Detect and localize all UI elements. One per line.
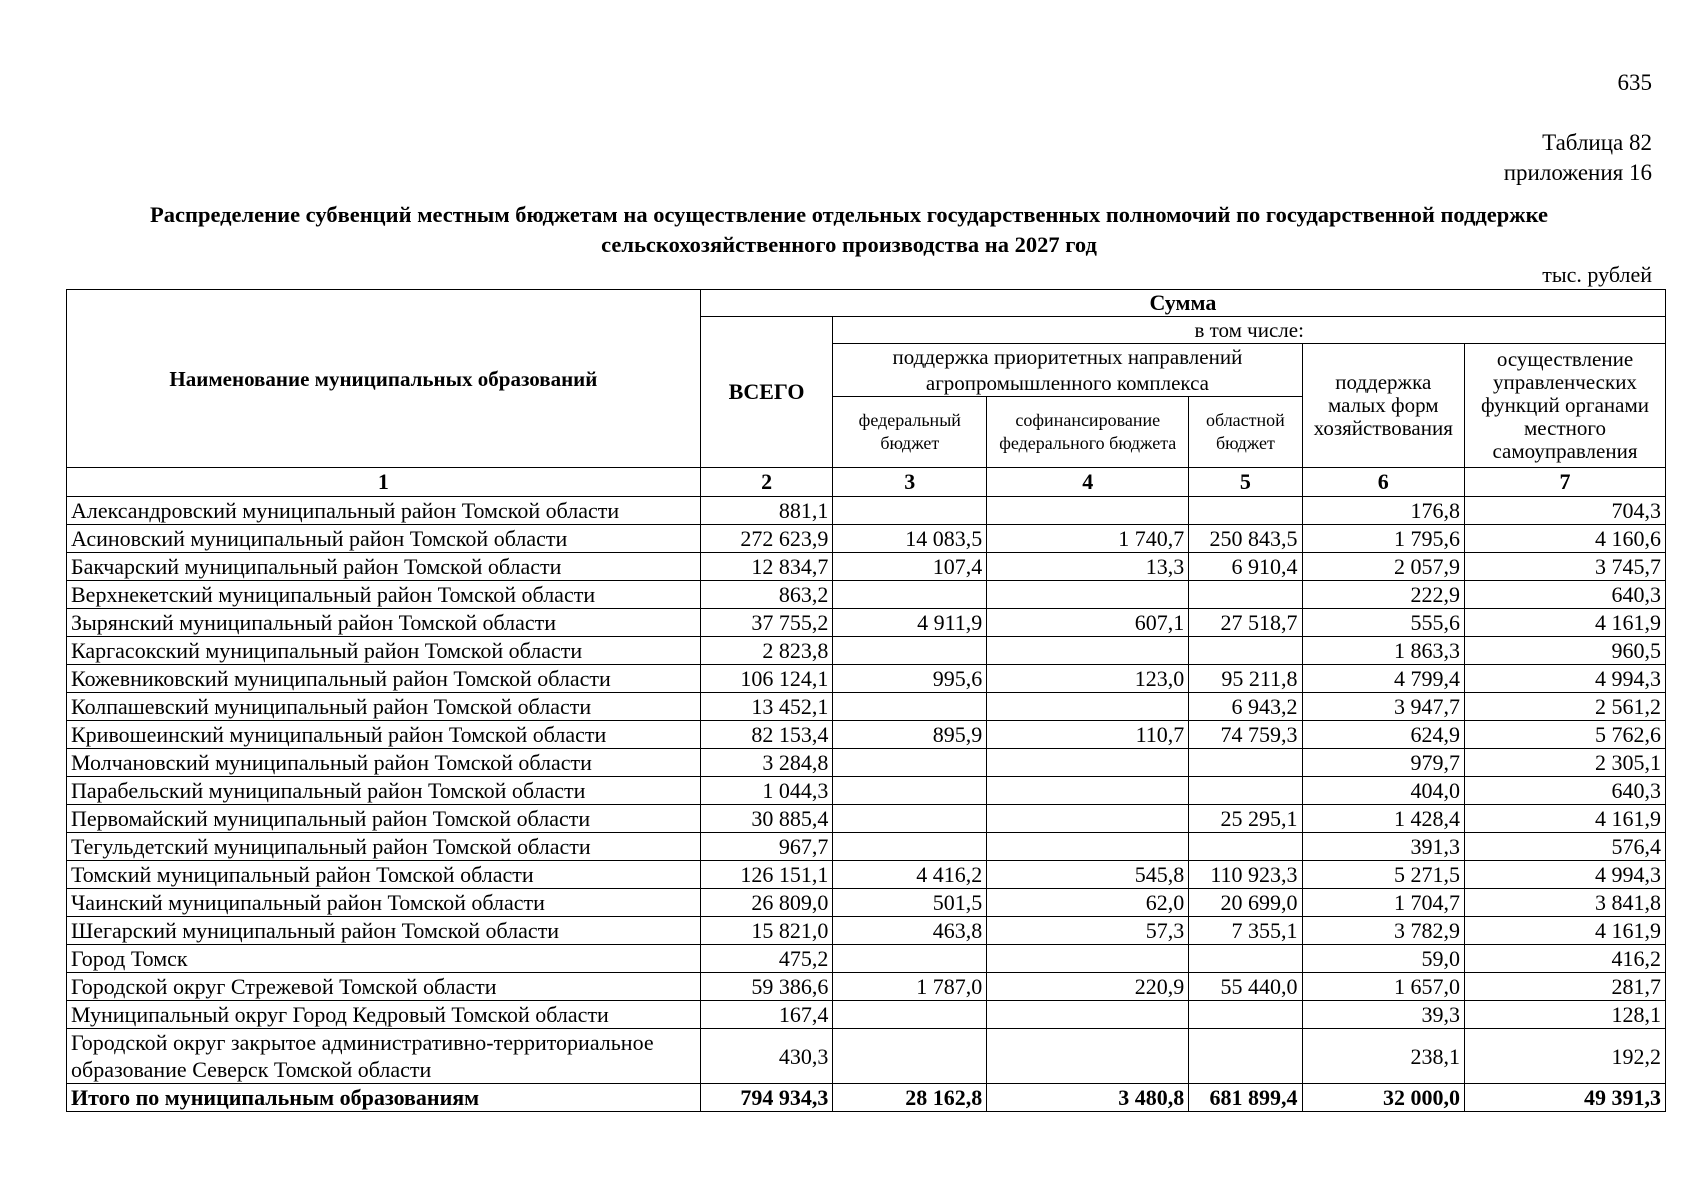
regional-cell bbox=[1189, 497, 1302, 525]
management-cell: 4 161,9 bbox=[1464, 805, 1665, 833]
table-row bbox=[67, 805, 1666, 833]
federal-cell: 4 416,2 bbox=[833, 861, 987, 889]
regional-cell: 110 923,3 bbox=[1189, 861, 1302, 889]
header-sum: Сумма bbox=[700, 290, 1665, 317]
total-cell: 13 452,1 bbox=[700, 693, 833, 721]
header-federal: федеральный бюджет bbox=[833, 397, 987, 468]
municipality-name: Каргасокский муниципальный район Томской области bbox=[67, 637, 701, 665]
regional-cell bbox=[1189, 833, 1302, 861]
header-regional: областной бюджет bbox=[1189, 397, 1302, 468]
cofinancing-cell: 62,0 bbox=[987, 889, 1189, 917]
municipality-name: Колпашевский муниципальный район Томской области bbox=[67, 693, 701, 721]
federal-cell bbox=[833, 833, 987, 861]
small-forms-cell: 1 704,7 bbox=[1302, 889, 1464, 917]
federal-cell: 995,6 bbox=[833, 665, 987, 693]
federal-cell: 1 787,0 bbox=[833, 973, 987, 1001]
cofinancing-cell: 13,3 bbox=[987, 553, 1189, 581]
municipality-name: Кривошеинский муниципальный район Томской области bbox=[67, 721, 701, 749]
federal-cell bbox=[833, 805, 987, 833]
total-cell: 15 821,0 bbox=[700, 917, 833, 945]
small-forms-cell: 555,6 bbox=[1302, 609, 1464, 637]
regional-cell: 27 518,7 bbox=[1189, 609, 1302, 637]
management-cell: 3 841,8 bbox=[1464, 889, 1665, 917]
regional-cell: 7 355,1 bbox=[1189, 917, 1302, 945]
federal-cell: 14 083,5 bbox=[833, 525, 987, 553]
total-cell: 1 044,3 bbox=[700, 777, 833, 805]
total-cell: 106 124,1 bbox=[700, 665, 833, 693]
municipality-name: Кожевниковский муниципальный район Томской области bbox=[67, 665, 701, 693]
column-numbers-row bbox=[67, 468, 1666, 497]
page-number: 635 bbox=[1617, 70, 1652, 95]
regional-cell bbox=[1189, 1001, 1302, 1029]
municipality-name: Город Томск bbox=[67, 945, 701, 973]
municipality-name: Зырянский муниципальный район Томской области bbox=[67, 609, 701, 637]
management-cell: 2 561,2 bbox=[1464, 693, 1665, 721]
cofinancing-cell: 1 740,7 bbox=[987, 525, 1189, 553]
regional-cell: 6 943,2 bbox=[1189, 693, 1302, 721]
management-cell: 960,5 bbox=[1464, 637, 1665, 665]
total-cell: 12 834,7 bbox=[700, 553, 833, 581]
table-row bbox=[67, 581, 1666, 609]
header-priority: поддержка приоритетных направлений агропромышленного комплекса bbox=[833, 344, 1302, 397]
small-forms-cell: 3 782,9 bbox=[1302, 917, 1464, 945]
cofinancing-cell: 545,8 bbox=[987, 861, 1189, 889]
table-row bbox=[67, 525, 1666, 553]
total-value: 28 162,8 bbox=[833, 1084, 987, 1112]
table-row bbox=[67, 609, 1666, 637]
regional-cell: 55 440,0 bbox=[1189, 973, 1302, 1001]
regional-cell bbox=[1189, 1029, 1302, 1084]
cofinancing-cell bbox=[987, 581, 1189, 609]
management-cell: 128,1 bbox=[1464, 1001, 1665, 1029]
total-cell: 37 755,2 bbox=[700, 609, 833, 637]
cofinancing-cell: 607,1 bbox=[987, 609, 1189, 637]
total-cell: 2 823,8 bbox=[700, 637, 833, 665]
small-forms-cell: 39,3 bbox=[1302, 1001, 1464, 1029]
small-forms-cell: 1 863,3 bbox=[1302, 637, 1464, 665]
municipality-name: Молчановский муниципальный район Томской области bbox=[67, 749, 701, 777]
municipality-name: Асиновский муниципальный район Томской области bbox=[67, 525, 701, 553]
management-cell: 281,7 bbox=[1464, 973, 1665, 1001]
small-forms-cell: 391,3 bbox=[1302, 833, 1464, 861]
regional-cell bbox=[1189, 581, 1302, 609]
column-number: 7 bbox=[1464, 468, 1665, 497]
total-cell: 967,7 bbox=[700, 833, 833, 861]
small-forms-cell: 1 657,0 bbox=[1302, 973, 1464, 1001]
table-row bbox=[67, 721, 1666, 749]
municipality-name: Муниципальный округ Город Кедровый Томской области bbox=[67, 1001, 701, 1029]
municipality-name: Александровский муниципальный район Томской области bbox=[67, 497, 701, 525]
header-name: Наименование муниципальных образований bbox=[67, 290, 701, 468]
management-cell: 4 161,9 bbox=[1464, 609, 1665, 637]
total-row bbox=[67, 1084, 1666, 1112]
small-forms-cell: 222,9 bbox=[1302, 581, 1464, 609]
federal-cell bbox=[833, 637, 987, 665]
regional-cell: 6 910,4 bbox=[1189, 553, 1302, 581]
small-forms-cell: 59,0 bbox=[1302, 945, 1464, 973]
management-cell: 192,2 bbox=[1464, 1029, 1665, 1084]
column-number: 2 bbox=[700, 468, 833, 497]
small-forms-cell: 1 428,4 bbox=[1302, 805, 1464, 833]
regional-cell: 20 699,0 bbox=[1189, 889, 1302, 917]
small-forms-cell: 238,1 bbox=[1302, 1029, 1464, 1084]
subsidies-table bbox=[66, 289, 1666, 1112]
table-row bbox=[67, 553, 1666, 581]
table-header bbox=[67, 290, 1666, 497]
cofinancing-cell bbox=[987, 1001, 1189, 1029]
federal-cell bbox=[833, 693, 987, 721]
regional-cell: 74 759,3 bbox=[1189, 721, 1302, 749]
management-cell: 704,3 bbox=[1464, 497, 1665, 525]
municipality-name: Шегарский муниципальный район Томской области bbox=[67, 917, 701, 945]
document-title: Распределение субвенций местным бюджетам на осуществление отдельных государственных полномочий по государственной поддержке сельскохозяйственного производства на 2027 год bbox=[150, 202, 1548, 257]
federal-cell: 107,4 bbox=[833, 553, 987, 581]
small-forms-cell: 624,9 bbox=[1302, 721, 1464, 749]
total-cell: 26 809,0 bbox=[700, 889, 833, 917]
federal-cell: 4 911,9 bbox=[833, 609, 987, 637]
federal-cell: 895,9 bbox=[833, 721, 987, 749]
column-number: 5 bbox=[1189, 468, 1302, 497]
total-value: 49 391,3 bbox=[1464, 1084, 1665, 1112]
cofinancing-cell bbox=[987, 749, 1189, 777]
management-cell: 2 305,1 bbox=[1464, 749, 1665, 777]
column-number: 4 bbox=[987, 468, 1189, 497]
federal-cell: 501,5 bbox=[833, 889, 987, 917]
table-row bbox=[67, 1001, 1666, 1029]
cofinancing-cell: 220,9 bbox=[987, 973, 1189, 1001]
federal-cell bbox=[833, 749, 987, 777]
column-number: 6 bbox=[1302, 468, 1464, 497]
total-cell: 863,2 bbox=[700, 581, 833, 609]
cofinancing-cell bbox=[987, 497, 1189, 525]
management-cell: 4 994,3 bbox=[1464, 665, 1665, 693]
total-cell: 475,2 bbox=[700, 945, 833, 973]
table-row bbox=[67, 973, 1666, 1001]
small-forms-cell: 2 057,9 bbox=[1302, 553, 1464, 581]
management-cell: 4 994,3 bbox=[1464, 861, 1665, 889]
total-value: 681 899,4 bbox=[1189, 1084, 1302, 1112]
small-forms-cell: 979,7 bbox=[1302, 749, 1464, 777]
total-cell: 30 885,4 bbox=[700, 805, 833, 833]
header-total: ВСЕГО bbox=[700, 317, 833, 468]
total-cell: 3 284,8 bbox=[700, 749, 833, 777]
municipality-name: Городской округ закрытое административно-территориальное образование Северск Томской области bbox=[67, 1029, 701, 1084]
total-cell: 82 153,4 bbox=[700, 721, 833, 749]
municipality-name: Чаинский муниципальный район Томской области bbox=[67, 889, 701, 917]
total-cell: 126 151,1 bbox=[700, 861, 833, 889]
cofinancing-cell bbox=[987, 693, 1189, 721]
small-forms-cell: 404,0 bbox=[1302, 777, 1464, 805]
total-label: Итого по муниципальным образованиям bbox=[67, 1084, 701, 1112]
federal-cell bbox=[833, 945, 987, 973]
municipality-name: Первомайский муниципальный район Томской области bbox=[67, 805, 701, 833]
table-reference-line2: приложения 16 bbox=[1503, 160, 1652, 185]
table-row bbox=[67, 665, 1666, 693]
regional-cell: 25 295,1 bbox=[1189, 805, 1302, 833]
municipality-name: Томский муниципальный район Томской области bbox=[67, 861, 701, 889]
table-row bbox=[67, 749, 1666, 777]
management-cell: 4 161,9 bbox=[1464, 917, 1665, 945]
table-row bbox=[67, 889, 1666, 917]
total-cell: 881,1 bbox=[700, 497, 833, 525]
management-cell: 4 160,6 bbox=[1464, 525, 1665, 553]
table-row bbox=[67, 1029, 1666, 1084]
total-cell: 167,4 bbox=[700, 1001, 833, 1029]
municipality-name: Городской округ Стрежевой Томской области bbox=[67, 973, 701, 1001]
cofinancing-cell bbox=[987, 1029, 1189, 1084]
table-reference bbox=[1504, 128, 1652, 188]
table-row bbox=[67, 833, 1666, 861]
cofinancing-cell: 57,3 bbox=[987, 917, 1189, 945]
total-value: 3 480,8 bbox=[987, 1084, 1189, 1112]
total-value: 794 934,3 bbox=[700, 1084, 833, 1112]
small-forms-cell: 1 795,6 bbox=[1302, 525, 1464, 553]
total-cell: 272 623,9 bbox=[700, 525, 833, 553]
municipality-name: Тегульдетский муниципальный район Томской области bbox=[67, 833, 701, 861]
table-body bbox=[67, 497, 1666, 1112]
small-forms-cell: 176,8 bbox=[1302, 497, 1464, 525]
table-row bbox=[67, 497, 1666, 525]
table-row bbox=[67, 945, 1666, 973]
units-label: тыс. рублей bbox=[1542, 262, 1652, 287]
municipality-name: Верхнекетский муниципальный район Томской области bbox=[67, 581, 701, 609]
municipality-name: Бакчарский муниципальный район Томской области bbox=[67, 553, 701, 581]
cofinancing-cell bbox=[987, 945, 1189, 973]
table-row bbox=[67, 637, 1666, 665]
management-cell: 416,2 bbox=[1464, 945, 1665, 973]
header-including: в том числе: bbox=[833, 317, 1666, 344]
header-small-forms: поддержка малых форм хозяйствования bbox=[1302, 344, 1464, 468]
header-management: осуществление управленческих функций органами местного самоуправления bbox=[1464, 344, 1665, 468]
regional-cell bbox=[1189, 945, 1302, 973]
total-value: 32 000,0 bbox=[1302, 1084, 1464, 1112]
management-cell: 5 762,6 bbox=[1464, 721, 1665, 749]
regional-cell bbox=[1189, 777, 1302, 805]
total-cell: 430,3 bbox=[700, 1029, 833, 1084]
management-cell: 640,3 bbox=[1464, 777, 1665, 805]
federal-cell bbox=[833, 1001, 987, 1029]
cofinancing-cell bbox=[987, 805, 1189, 833]
federal-cell bbox=[833, 777, 987, 805]
total-cell: 59 386,6 bbox=[700, 973, 833, 1001]
small-forms-cell: 4 799,4 bbox=[1302, 665, 1464, 693]
cofinancing-cell: 123,0 bbox=[987, 665, 1189, 693]
federal-cell bbox=[833, 581, 987, 609]
management-cell: 576,4 bbox=[1464, 833, 1665, 861]
management-cell: 3 745,7 bbox=[1464, 553, 1665, 581]
regional-cell: 250 843,5 bbox=[1189, 525, 1302, 553]
management-cell: 640,3 bbox=[1464, 581, 1665, 609]
federal-cell: 463,8 bbox=[833, 917, 987, 945]
regional-cell bbox=[1189, 637, 1302, 665]
column-number: 1 bbox=[67, 468, 701, 497]
regional-cell bbox=[1189, 749, 1302, 777]
regional-cell: 95 211,8 bbox=[1189, 665, 1302, 693]
small-forms-cell: 5 271,5 bbox=[1302, 861, 1464, 889]
table-row bbox=[67, 777, 1666, 805]
federal-cell bbox=[833, 1029, 987, 1084]
header-cofinancing: софинансирование федерального бюджета bbox=[987, 397, 1189, 468]
small-forms-cell: 3 947,7 bbox=[1302, 693, 1464, 721]
table-row bbox=[67, 917, 1666, 945]
cofinancing-cell: 110,7 bbox=[987, 721, 1189, 749]
cofinancing-cell bbox=[987, 777, 1189, 805]
table-row bbox=[67, 693, 1666, 721]
table-row bbox=[67, 861, 1666, 889]
federal-cell bbox=[833, 497, 987, 525]
municipality-name: Парабельский муниципальный район Томской области bbox=[67, 777, 701, 805]
table-reference-line1: Таблица 82 bbox=[1542, 130, 1652, 155]
column-number: 3 bbox=[833, 468, 987, 497]
cofinancing-cell bbox=[987, 637, 1189, 665]
cofinancing-cell bbox=[987, 833, 1189, 861]
